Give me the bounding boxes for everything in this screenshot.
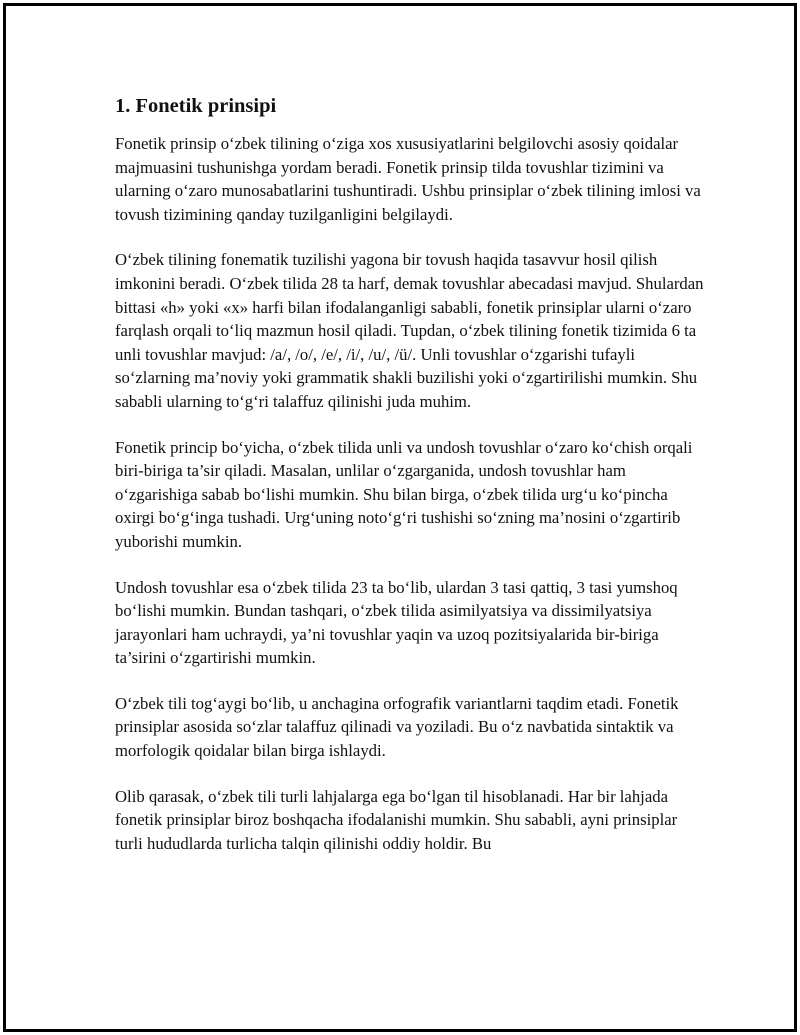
- paragraph-4: Undosh tovushlar esa o‘zbek tilida 23 ta bo‘lib, ulardan 3 tasi qattiq, 3 tasi yumshoq bo‘lishi mumkin. Bundan tashqari, o‘zbek tilida asimilyatsiya va dissimilyatsiya jarayonlari ham uchraydi, ya’ni tovushlar yaqin va uzoq pozitsiyalarida bir-biriga ta’sirini o‘zgartirishi mumkin.: [115, 577, 678, 668]
- paragraph-1: Fonetik prinsip o‘zbek tilining o‘ziga xos xususiyatlarini belgilovchi asosiy qoidalar majmuasini tushunishga yordam beradi. Fonetik prinsip tilda tovushlar tizimini va ularning o‘zaro munosabatlarini tushuntiradi. Ushbu prinsiplar o‘zbek tilining imlosi va tovush tizimining qanday tuzilganligini belgilaydi.: [115, 134, 701, 224]
- document-body: [115, 92, 705, 877]
- paragraph-2: O‘zbek tilining fonematik tuzilishi yagona bir tovush haqida tasavvur hosil qilish imkonini beradi. O‘zbek tilida 28 ta harf, demak tovushlar abecadasi mavjud. Shulardan bittasi «h» yoki «x» harfi bilan ifodalanganligi sababli, fonetik prinsiplar ularni o‘zaro farqlash orqali to‘liq mazmun hosil qiladi. Tupdan, o‘zbek tilining fonetik tizimida 6 ta unli tovushlar mavjud: /a/, /o/, /e/, /i/, /u/, /ü/. Unli tovushlar o‘zgarishi tufayli so‘zlarning ma’noviy yoki grammatik shakli buzilishi yoki o‘zgartirilishi mumkin. Shu sababli ularning to‘g‘ri talaffuz qilinishi juda muhim.: [115, 250, 704, 411]
- paragraph-5: O‘zbek tili tog‘aygi bo‘lib, u anchagina orfografik variantlarni taqdim etadi. Fonetik prinsiplar asosida so‘zlar talaffuz qilinadi va yoziladi. Bu o‘z navbatida sintaktik va morfologik qoidalar bilan birga ishlaydi.: [115, 693, 679, 761]
- paragraph-3: Fonetik princip bo‘yicha, o‘zbek tilida unli va undosh tovushlar o‘zaro ko‘chish orqali biri-biriga ta’sir qiladi. Masalan, unlilar o‘zgarganida, undosh tovushlar ham o‘zgarishiga sabab bo‘lishi mumkin. Shu bilan birga, o‘zbek tilida urg‘u ko‘pincha oxirgi bo‘g‘inga tushadi. Urg‘uning noto‘g‘ri tushishi so‘zning ma’nosini o‘zgartirib yuborishi mumkin.: [115, 437, 693, 551]
- paragraph-6: Olib qarasak, o‘zbek tili turli lahjalarga ega bo‘lgan til hisoblanadi. Har bir lahjada fonetik prinsiplar biroz boshqacha ifodalanishi mumkin. Shu sababli, ayni prinsiplar turli hududlarda turlicha talqin qilinishi oddiy holdir. Bu: [115, 786, 678, 853]
- section-heading: 1. Fonetik prinsipi: [115, 95, 277, 117]
